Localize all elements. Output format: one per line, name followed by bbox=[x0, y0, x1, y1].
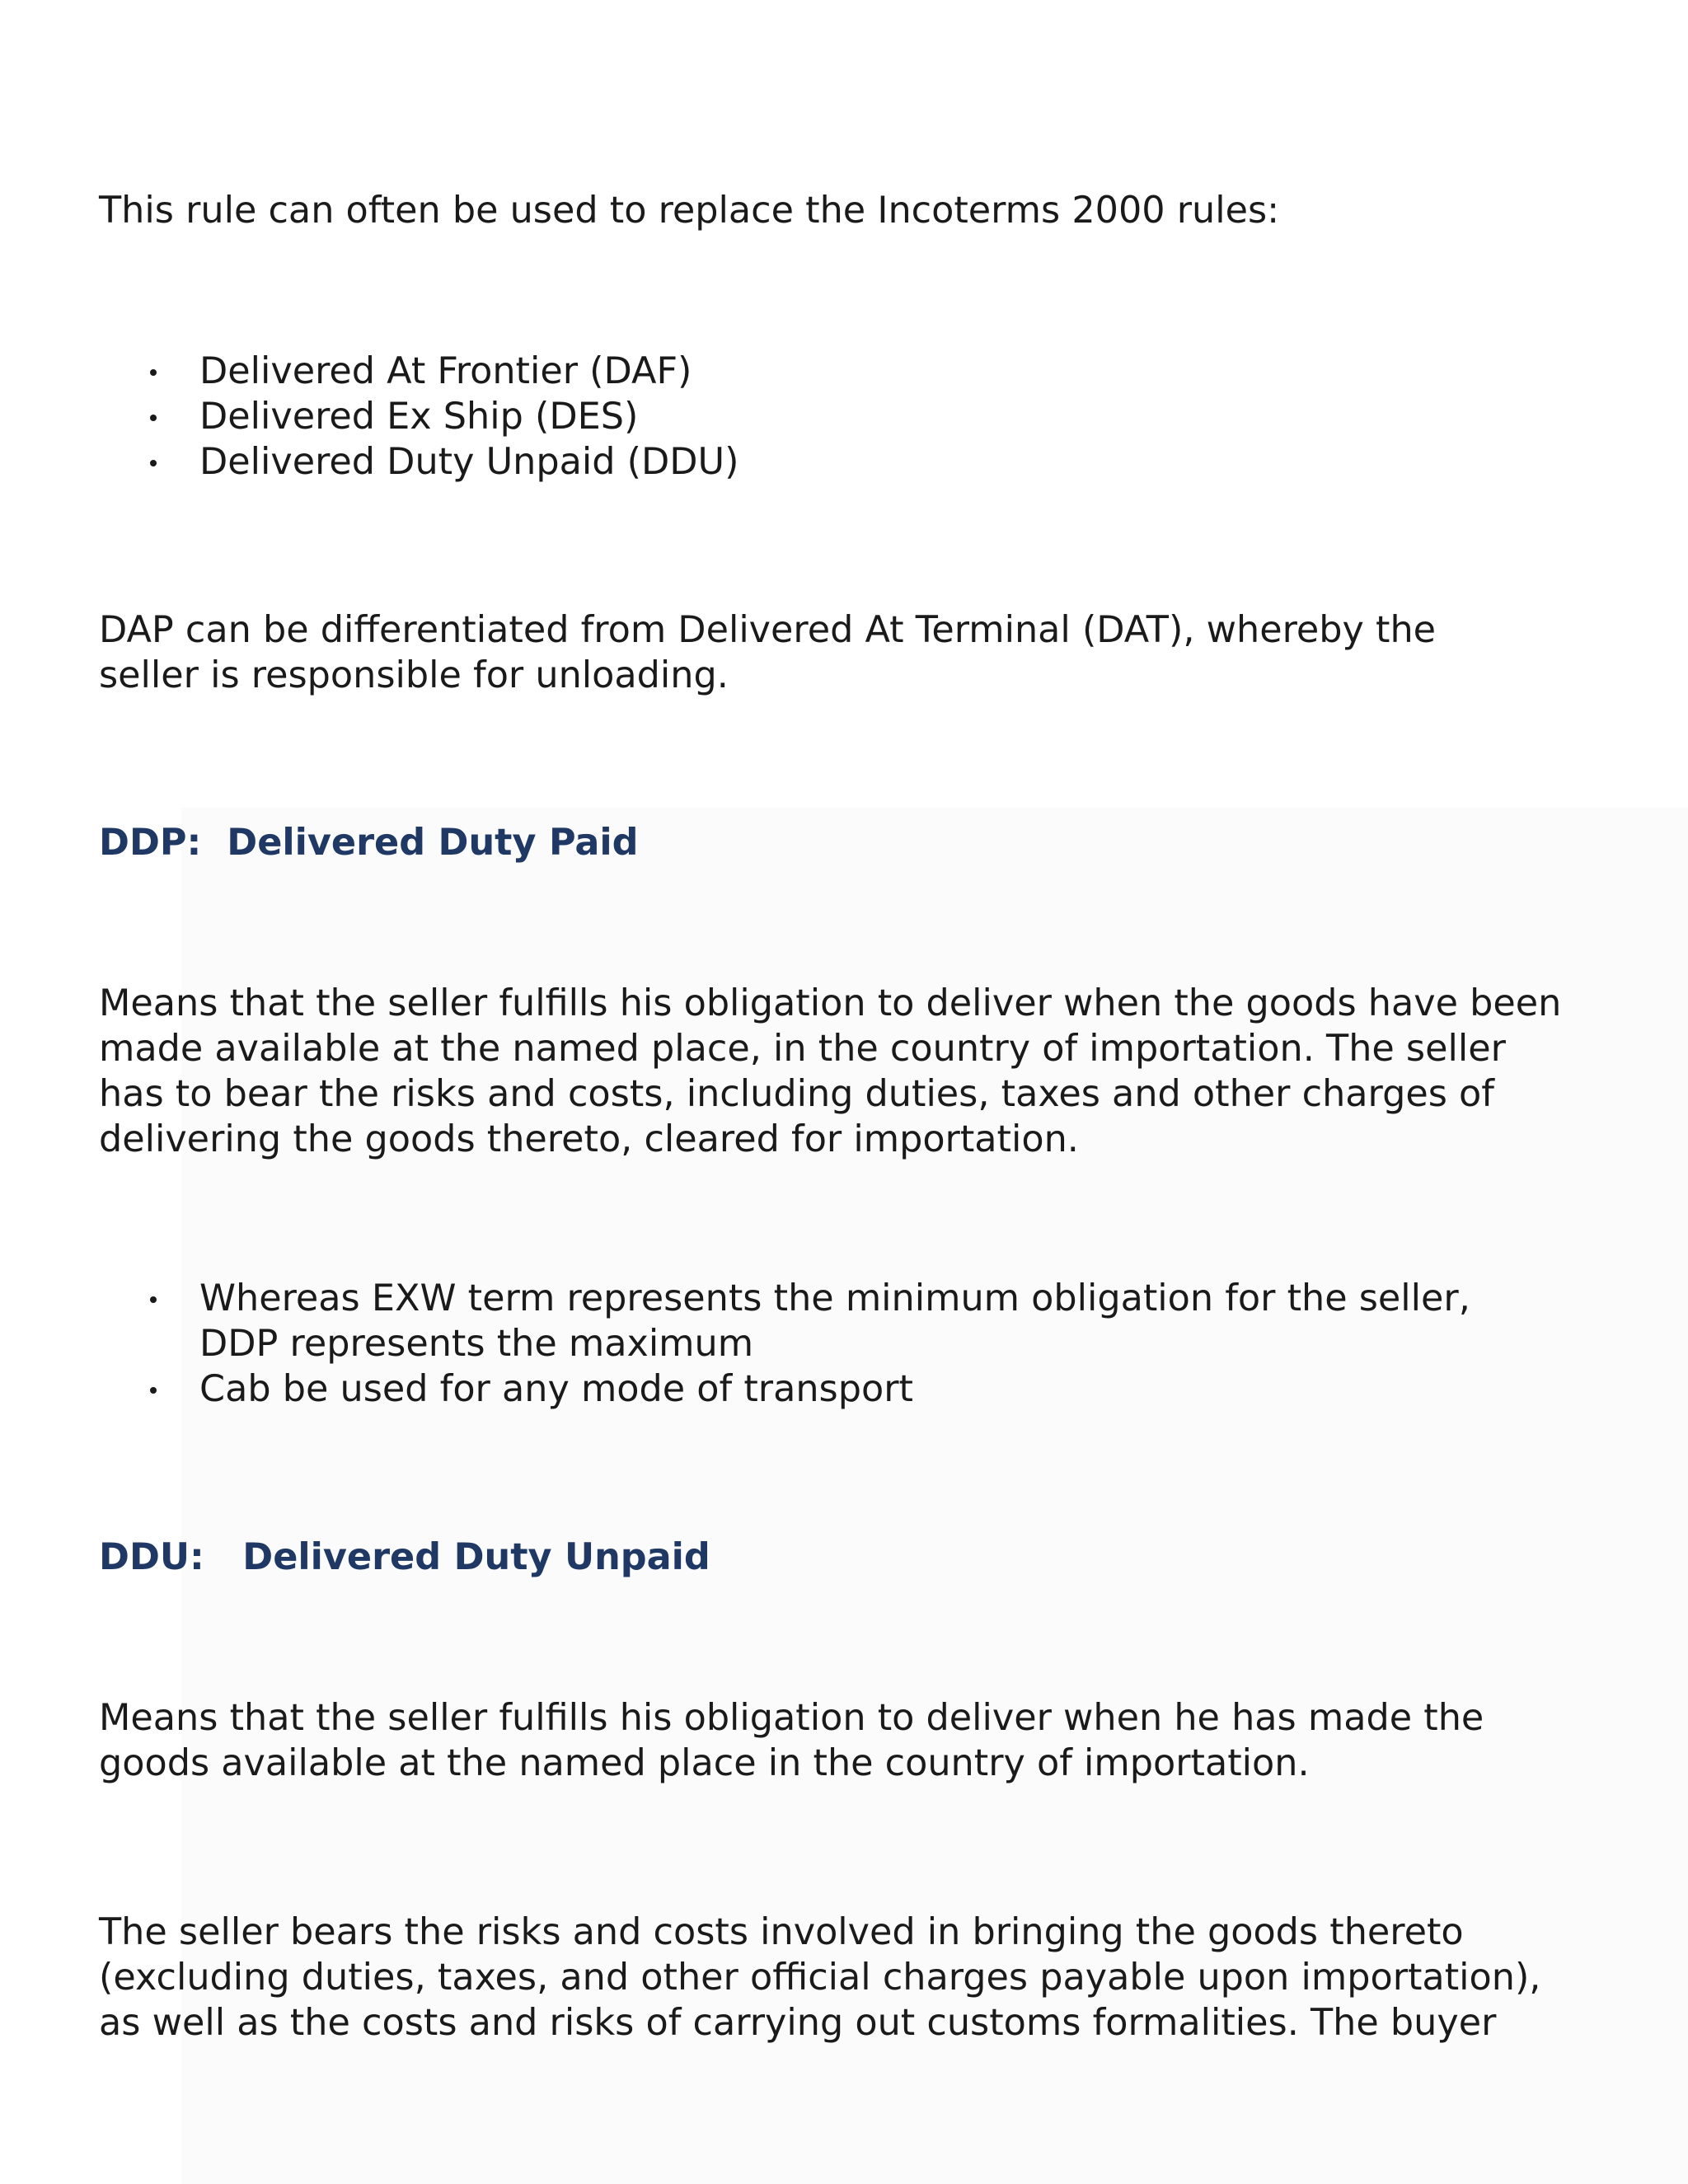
ddp-heading: DDP: Delivered Duty Paid bbox=[99, 822, 639, 864]
list-item: Cab be used for any mode of transport bbox=[99, 1366, 1599, 1412]
bullet-icon bbox=[150, 415, 157, 421]
ddu-heading: DDU: Delivered Duty Unpaid bbox=[99, 1536, 710, 1578]
replaced-rules-list bbox=[99, 349, 1599, 485]
ddp-paragraph: Means that the seller fulfills his obligation to deliver when the goods have been made available at the named place, in the country of importation. The seller has to bear the risks and costs, including duties, taxes and other charges of delivering the goods thereto, cleared for importation. bbox=[99, 982, 1562, 1160]
dap-note-paragraph: DAP can be differentiated from Delivered At Terminal (DAT), whereby the seller is responsible for unloading. bbox=[99, 609, 1437, 696]
ddu-paragraph-2: The seller bears the risks and costs involved in bringing the goods thereto (excluding duties, taxes, and other official charges payable upon importation), as well as the costs and risks of carrying out customs formalities. The buyer bbox=[99, 1911, 1541, 2044]
ddu-paragraph-1: Means that the seller fulfills his obligation to deliver when he has made the goods available at the named place in the country of importation. bbox=[99, 1697, 1484, 1784]
list-item: Whereas EXW term represents the minimum obligation for the seller, DDP represents the maximum bbox=[99, 1276, 1599, 1366]
bullet-icon bbox=[150, 1387, 157, 1394]
intro-paragraph: This rule can often be used to replace the Incoterms 2000 rules: bbox=[99, 190, 1280, 232]
list-item: Delivered At Frontier (DAF) bbox=[99, 349, 1599, 394]
bullet-icon bbox=[150, 1296, 157, 1303]
ddp-bullet-list bbox=[99, 1276, 1599, 1412]
list-item: Delivered Ex Ship (DES) bbox=[99, 394, 1599, 439]
list-item: Delivered Duty Unpaid (DDU) bbox=[99, 439, 1599, 485]
bullet-icon bbox=[150, 369, 157, 376]
bullet-icon bbox=[150, 460, 157, 466]
